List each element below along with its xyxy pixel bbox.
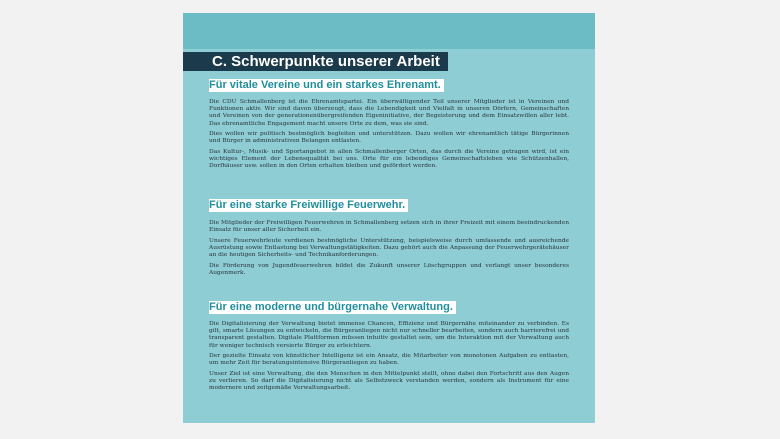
section-body-feuerwehr	[209, 220, 569, 280]
document-page	[183, 13, 595, 423]
paragraph: Die Förderung von Jugendfeuerwehren bildet die Zukunft unserer Löschgruppen und verlangt unser besonderes Augenmerk.	[209, 262, 569, 276]
paragraph: Die CDU Schmallenberg ist die Ehrenamtspartei. Ein überwältigender Teil unserer Mitglieder ist in Vereinen und Funktionen aktiv. Wir sind davon überzeugt, dass die Lebendigkeit und Vielfalt in unseren Dörfern, Gemeinschaften und Vereinen von der generationenübergreifenden Eigeninitiative, der Begeisterung und dem Einsatzwillen aller lebt. Das ehrenamtliche Engagement macht unsere Orte zu dem, was sie sind.	[209, 99, 569, 127]
paragraph: Das Kultur-, Musik- und Sportangebot in allen Schmallenberger Orten, das durch die Vereine getragen wird, ist ein wichtiges Element der Lebensqualität bei uns. Orte für ein lebendiges Gemeinschaftsleben wie Schützenhallen, Dorfhäuser usw. sollen in den Orten erhalten bleiben und gefördert werden.	[209, 148, 569, 170]
paragraph: Dies wollen wir politisch bestmöglich begleiten und unterstützen. Dazu wollen wir ehrenamtlich tätige Bürgerinnen und Bürger in administrativen Belangen entlasten.	[209, 131, 569, 145]
section-heading-vereine: Für vitale Vereine und ein starkes Ehrenamt.	[209, 79, 444, 92]
section-heading-feuerwehr: Für eine starke Freiwillige Feuerwehr.	[209, 199, 408, 212]
paragraph: Die Digitalisierung der Verwaltung bietet immense Chancen, Effizienz und Bürgernähe miteinander zu verbinden. Es gilt, smarte Lösungen zu entwickeln, die Bürgeranliegen nicht nur schneller bearbeiten, sondern auch barrierefrei und transparent gestalten. Digitale Plattformen müssen intuitiv gestaltet sein, um die Interaktion mit der Verwaltung auch für weniger technisch versierte Bürger zu erleichtern.	[209, 321, 569, 349]
page-top-band	[183, 13, 595, 49]
section-body-verwaltung	[209, 321, 569, 396]
section-body-vereine	[209, 99, 569, 174]
section-heading-verwaltung: Für eine moderne und bürgernahe Verwaltung.	[209, 301, 456, 314]
paragraph: Unsere Feuerwehrleute verdienen bestmögliche Unterstützung, beispielsweise durch umfassende und ausreichende Ausrüstung sowie Entlastung bei Verwaltungstätigkeiten. Dazu gehört auch die Anpassung der Feuerwehrgerätehäuser an die heutigen Sicherheits- und Technikanforderungen.	[209, 237, 569, 259]
paragraph: Unser Ziel ist eine Verwaltung, die den Menschen in den Mittelpunkt stellt, ohne dabei den Fortschritt aus den Augen zu verlieren. So darf die Digitalisierung nicht als Selbstzweck verstanden werden, sondern als Instrument für eine modernere und zeitgemäße Verwaltungsarbeit.	[209, 370, 569, 392]
chapter-title: C. Schwerpunkte unserer Arbeit	[183, 52, 448, 71]
paragraph: Die Mitglieder der Freiwilligen Feuerwehren in Schmallenberg setzen sich in ihrer Freizeit mit einem beeindruckenden Einsatz für unser aller Sicherheit ein.	[209, 220, 569, 234]
paragraph: Der gezielte Einsatz von künstlicher Intelligenz ist ein Ansatz, die Mitarbeiter von monotonen Aufgaben zu entlasten, um mehr Zeit für beratungsintensive Bürgeranliegen zu haben.	[209, 353, 569, 367]
